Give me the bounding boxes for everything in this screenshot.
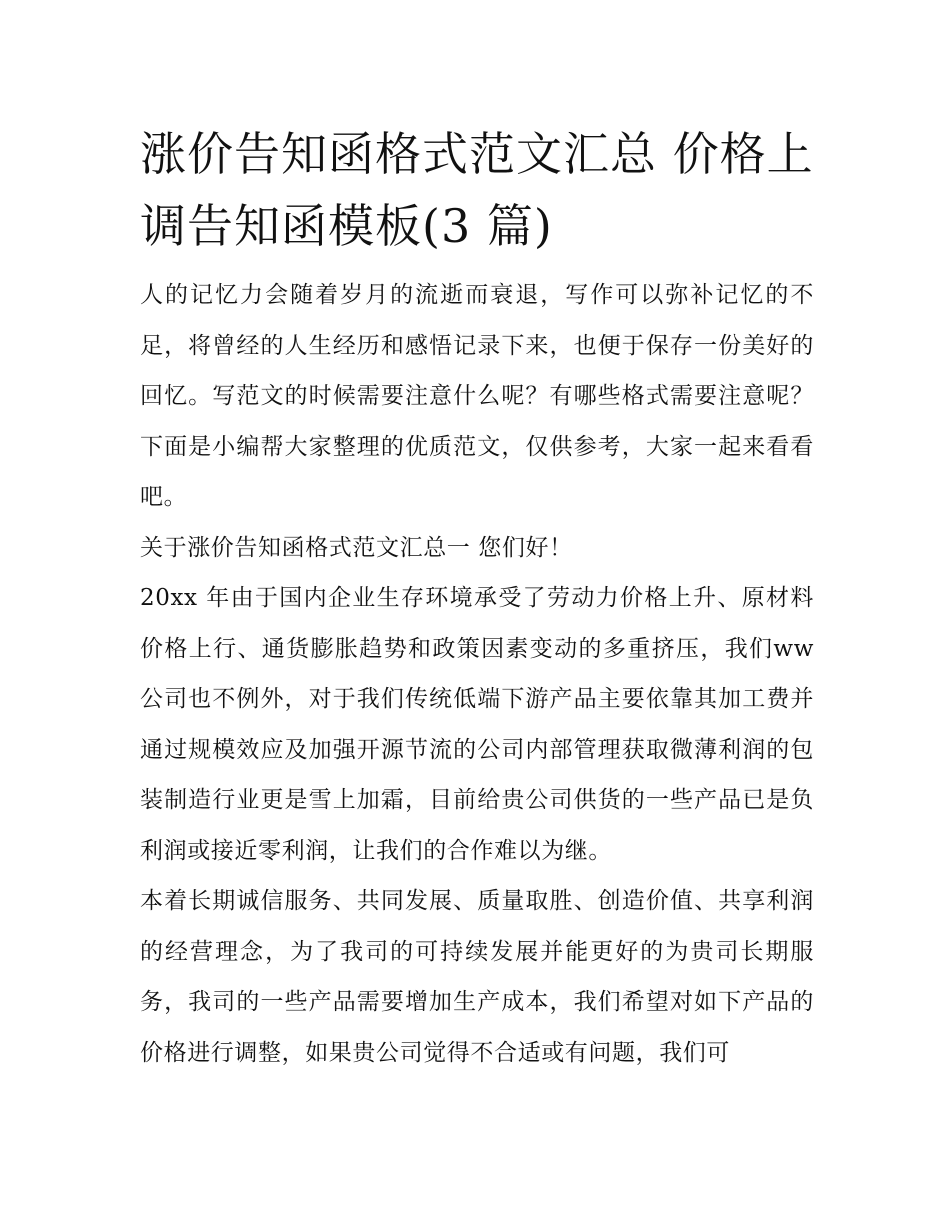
intro-paragraph: 人的记忆力会随着岁月的流逝而衰退，写作可以弥补记忆的不足，将曾经的人生经历和感悟记录下来，也便于保存一份美好的回忆。写范文的时候需要注意什么呢？有哪些格式需要注意呢？下面是小编帮大家整理的优质范文，仅供参考，大家一起来看看吧。 bbox=[140, 282, 814, 510]
document-content bbox=[140, 118, 814, 1078]
body-paragraph: 本着长期诚信服务、共同发展、质量取胜、创造价值、共享利润的经营理念，为了我司的可持续发展并能更好的为贵司长期服务，我司的一些产品需要增加生产成本，我们希望对如下产品的价格进行调整，如果贵公司觉得不合适或有问题，我们可 bbox=[140, 888, 814, 1066]
document-title: 涨价告知函格式范文汇总 价格上调告知函模板(3 篇) bbox=[140, 127, 814, 253]
section-heading-paragraph: 关于涨价告知函格式范文汇总一 您们好！ bbox=[140, 534, 573, 561]
body-paragraph: 20xx 年由于国内企业生存环境承受了劳动力价格上升、原材料价格上行、通货膨胀趋势和政策因素变动的多重挤压，我们ww 公司也不例外，对于我们传统低端下游产品主要依靠其加工费并通过规模效应及加强开源节流的公司内部管理获取微薄利润的包装制造行业更是雪上加霜，目前给贵公司供货的一些产品已是负利润或接近零利润，让我们的合作难以为继。 bbox=[140, 585, 814, 864]
